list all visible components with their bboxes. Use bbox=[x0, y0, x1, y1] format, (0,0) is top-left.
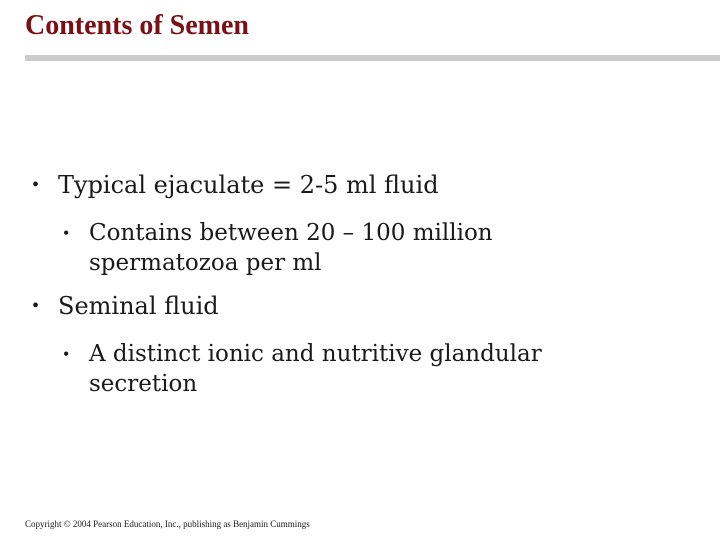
bullet-text: Seminal fluid bbox=[58, 292, 219, 320]
bullet-item bbox=[32, 170, 672, 200]
sub-bullet-item bbox=[63, 218, 623, 278]
bullet-icon: • bbox=[63, 223, 70, 243]
bullet-icon: • bbox=[32, 174, 40, 196]
bullet-text: Typical ejaculate = 2-5 ml fluid bbox=[58, 171, 439, 199]
slide-title: Contents of Semen bbox=[25, 10, 249, 41]
bullet-icon: • bbox=[32, 295, 40, 317]
copyright-footer: Copyright © 2004 Pearson Education, Inc., publishing as Benjamin Cummings bbox=[25, 519, 310, 529]
bullet-icon: • bbox=[63, 344, 70, 364]
sub-bullet-item bbox=[63, 339, 623, 399]
bullet-text: Contains between 20 – 100 million spermatozoa per ml bbox=[89, 220, 493, 276]
bullet-item bbox=[32, 291, 672, 321]
bullet-text: A distinct ionic and nutritive glandular secretion bbox=[89, 341, 542, 397]
